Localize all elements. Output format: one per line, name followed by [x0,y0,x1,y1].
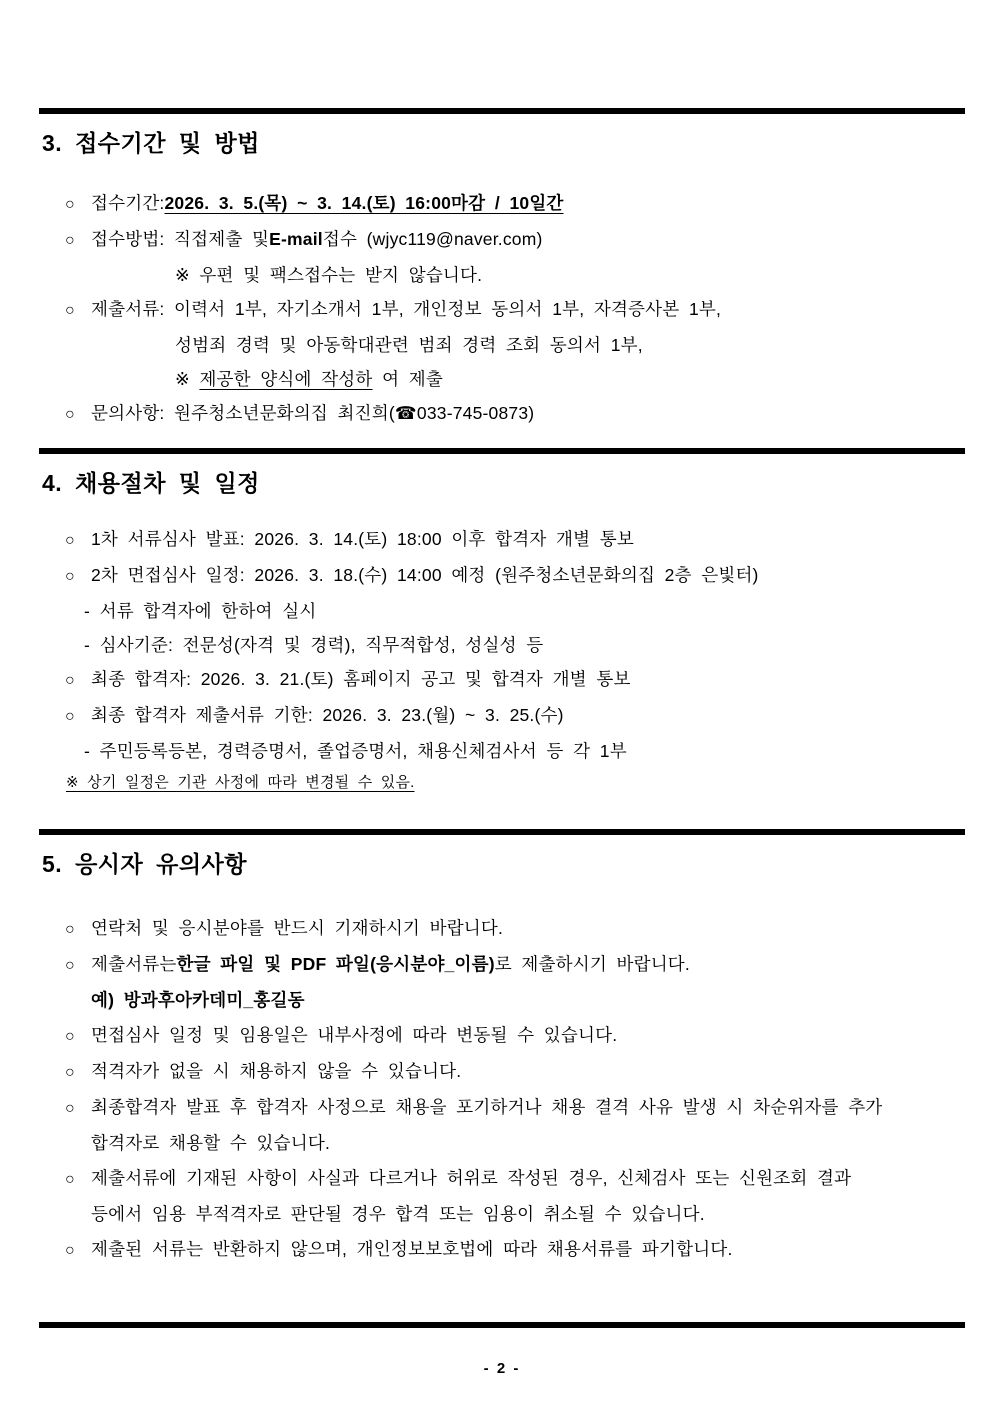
first-screening-text: 1차 서류심사 발표: 2026. 3. 14.(토) 18:00 이후 합격자 개별 통보 [91,529,634,549]
form-note [40,362,964,396]
false-info-notice-line2: 등에서 임용 부적격자로 판단될 경우 합격 또는 임용이 취소될 수 있습니다. [91,1204,705,1224]
list-item [40,222,964,258]
circle-bullet-icon: ○ [65,196,75,213]
file-format-pre: 제출서류는 [91,954,177,974]
circle-bullet-icon: ○ [65,1100,75,1117]
section5-title: 5. 응시자 유의사항 [42,851,247,877]
circle-bullet-icon: ○ [65,1171,75,1188]
interview-sub-note: - 서류 합격자에 한하여 실시 [84,601,317,621]
circle-bullet-icon: ○ [65,1028,75,1045]
section-divider-top [39,108,965,114]
list-item [40,1090,964,1126]
false-info-notice-line1: 제출서류에 기재된 사항이 사실과 다르거나 허위로 작성된 경우, 신체검사 또는 신원조회 결과 [91,1168,852,1188]
form-note-rest: 여 제출 [382,369,443,389]
file-format-post: 로 제출하시기 바랍니다. [494,954,690,974]
schedule-change-footnote: ※ 상기 일정은 기관 사정에 따라 변경될 수 있음. [66,774,415,791]
circle-bullet-icon: ○ [65,406,75,423]
runner-up-notice-line2: 합격자로 채용할 수 있습니다. [91,1133,331,1153]
application-period-label: 접수기간: [91,193,165,213]
section3-title: 3. 접수기간 및 방법 [42,130,260,156]
application-period-value: 2026. 3. 5.(목) ~ 3. 14.(토) 16:00마감 / 10일간 [164,193,564,213]
section-divider [39,829,965,835]
runner-up-notice-line1: 최종합격자 발표 후 합격자 사정으로 채용을 포기하거나 채용 결격 사유 발생 시 차순위자를 추가 [91,1097,883,1117]
evaluation-criteria-text: - 심사기준: 전문성(자격 및 경력), 직무적합성, 성실성 등 [84,635,544,655]
section4-title: 4. 채용절차 및 일정 [42,470,260,496]
section5-body [40,911,964,1268]
circle-bullet-icon: ○ [65,921,75,938]
list-item [40,698,964,734]
circle-bullet-icon: ○ [65,1242,75,1259]
section4-body [40,522,964,798]
list-item [40,522,964,558]
document-return-notice: 제출된 서류는 반환하지 않으며, 개인정보보호법에 따라 채용서류를 파기합니다. [91,1239,733,1259]
circle-bullet-icon: ○ [65,532,75,549]
list-item [40,1232,964,1268]
required-documents-text: 제출서류: 이력서 1부, 자기소개서 1부, 개인정보 동의서 1부, 자격증사본 1부, [91,299,722,319]
contact-info-text: 문의사항: 원주청소년문화의집 최진희(☎033-745-0873) [91,403,535,423]
circle-bullet-icon: ○ [65,568,75,585]
contact-field-notice: 연락처 및 응시분야를 반드시 기재하시기 바랍니다. [91,918,504,938]
no-hire-notice: 적격자가 없을 시 채용하지 않을 수 있습니다. [91,1061,462,1081]
email-address-text: 접수 (wjyc119@naver.com) [322,229,543,249]
final-documents-list: - 주민등록등본, 경력증명서, 졸업증명서, 채용신체검사서 등 각 1부 [84,741,627,761]
form-note-underlined: 제공한 양식에 작성하 [199,369,373,389]
section-divider [39,448,965,454]
final-result-text: 최종 합격자: 2026. 3. 21.(토) 홈페이지 공고 및 합격자 개별 통보 [91,669,631,689]
list-item [40,1054,964,1090]
list-item [40,396,964,432]
list-item [40,947,964,983]
list-item [40,292,964,328]
required-documents-continued: 성범죄 경력 및 아동학대관련 범죄 경력 조회 동의서 1부, [175,335,643,355]
application-method-text: 접수방법: 직접제출 및 [91,229,270,249]
file-name-example: 예) 방과후아카데미_홍길동 [91,990,305,1010]
no-mail-fax-note: ※ 우편 및 팩스접수는 받지 않습니다. [175,265,483,285]
bottom-divider [39,1322,965,1328]
list-item [40,1161,964,1197]
circle-bullet-icon: ○ [65,302,75,319]
email-label: E-mail [269,229,323,249]
schedule-variable-notice: 면접심사 일정 및 임용일은 내부사정에 따라 변동될 수 있습니다. [91,1025,618,1045]
section3-body [40,186,964,432]
final-documents-deadline-text: 최종 합격자 제출서류 기한: 2026. 3. 23.(월) ~ 3. 25.(수) [91,705,564,725]
circle-bullet-icon: ○ [65,1064,75,1081]
page-number: - 2 - [483,1360,521,1377]
circle-bullet-icon: ○ [65,232,75,249]
circle-bullet-icon: ○ [65,708,75,725]
list-item [40,662,964,698]
file-format-bold: 한글 파일 및 PDF 파일(응시분야_이름) [176,954,495,974]
list-item [40,1018,964,1054]
list-item [40,186,964,222]
list-item [40,558,964,594]
form-note-prefix: ※ [175,369,200,389]
circle-bullet-icon: ○ [65,672,75,689]
list-item [40,911,964,947]
circle-bullet-icon: ○ [65,957,75,974]
interview-schedule-text: 2차 면접심사 일정: 2026. 3. 18.(수) 14:00 예정 (원주청소년문화의집 2층 은빛터) [91,565,759,585]
